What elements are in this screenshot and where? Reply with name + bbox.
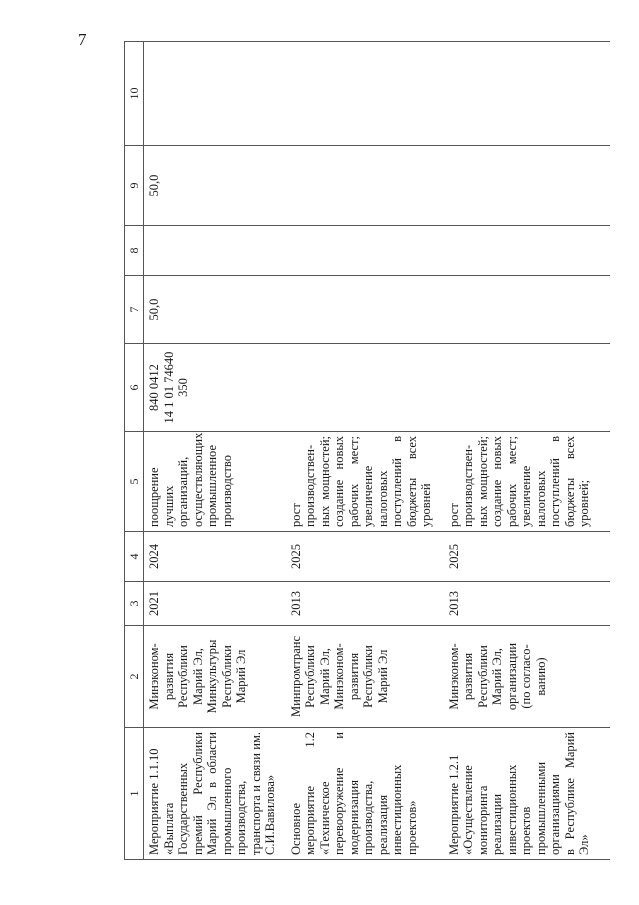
value-cell-10 — [444, 42, 610, 146]
executor-cell: Минпромтранс Республики Марий Эл, Минэконом- развития Республики Марий Эл — [286, 626, 444, 728]
expected-result-cell: рост производствен-ных мощностей; создание новых рабочих мест; увеличение налоговых поступлений в бюджеты всех уровней — [286, 432, 444, 532]
end-year-cell: 2024 — [144, 532, 286, 582]
page-number: 7 — [78, 30, 87, 49]
budget-code-cell — [444, 344, 610, 432]
column-header-8: 8 — [125, 226, 144, 276]
value-cell-8 — [286, 226, 444, 276]
value-cell-10 — [144, 42, 286, 146]
value-cell-7 — [444, 276, 610, 344]
start-year-cell: 2013 — [286, 582, 444, 626]
column-header-3: 3 — [125, 582, 144, 626]
start-year-cell: 2021 — [144, 582, 286, 626]
executor-cell: Минэконом- развития Республики Марий Эл, Минкультуры Республики Марий Эл — [144, 626, 286, 728]
column-header-6: 6 — [125, 344, 144, 432]
table-row — [144, 42, 286, 860]
column-header-4: 4 — [125, 532, 144, 582]
executor-cell: Минэконом- развития Республики Марий Эл, организации (по согласо- ванию) — [444, 626, 610, 728]
budget-code-cell: 840 0412 14 1 01 74640 350 — [144, 344, 286, 432]
event-name-cell: Основное мероприятие 1.2 «Техническое перевооружение и модернизация производства, реализация инвестиционных проектов» — [286, 728, 444, 860]
program-table — [124, 41, 610, 860]
value-cell-9 — [286, 146, 444, 226]
value-cell-8 — [444, 226, 610, 276]
budget-code-cell — [286, 344, 444, 432]
column-header-1: 1 — [125, 728, 144, 860]
event-name-cell: Мероприятие 1.2.1 «Осуществление мониторинга реализации инвестиционных проектов промышленными организациями в Республике Марий Эл» — [444, 728, 610, 860]
value-cell-10 — [286, 42, 444, 146]
value-cell-9 — [444, 146, 610, 226]
value-cell-8 — [144, 226, 286, 276]
column-header-9: 9 — [125, 146, 144, 226]
header-row — [125, 42, 144, 860]
table-row — [286, 42, 444, 860]
column-header-7: 7 — [125, 276, 144, 344]
start-year-cell: 2013 — [444, 582, 610, 626]
table-row — [444, 42, 610, 860]
value-cell-9: 50,0 — [144, 146, 286, 226]
column-header-2: 2 — [125, 626, 144, 728]
expected-result-cell: рост производствен-ных мощностей; создание новых рабочих мест; увеличение налоговых поступлений в бюджеты всех уровней; — [444, 432, 610, 532]
value-cell-7: 50,0 — [144, 276, 286, 344]
value-cell-7 — [286, 276, 444, 344]
column-header-10: 10 — [125, 42, 144, 146]
expected-result-cell: поощрение лучших организаций, осуществляющих промышленное производство — [144, 432, 286, 532]
event-name-cell: Мероприятие 1.1.10 «Выплата Государственных премий Республики Марий Эл в области промышленного производства, транспорта и связи им. С.И.Вавилова» — [144, 728, 286, 860]
column-header-5: 5 — [125, 432, 144, 532]
rotated-table-page — [124, 42, 604, 860]
end-year-cell: 2025 — [444, 532, 610, 582]
end-year-cell: 2025 — [286, 532, 444, 582]
